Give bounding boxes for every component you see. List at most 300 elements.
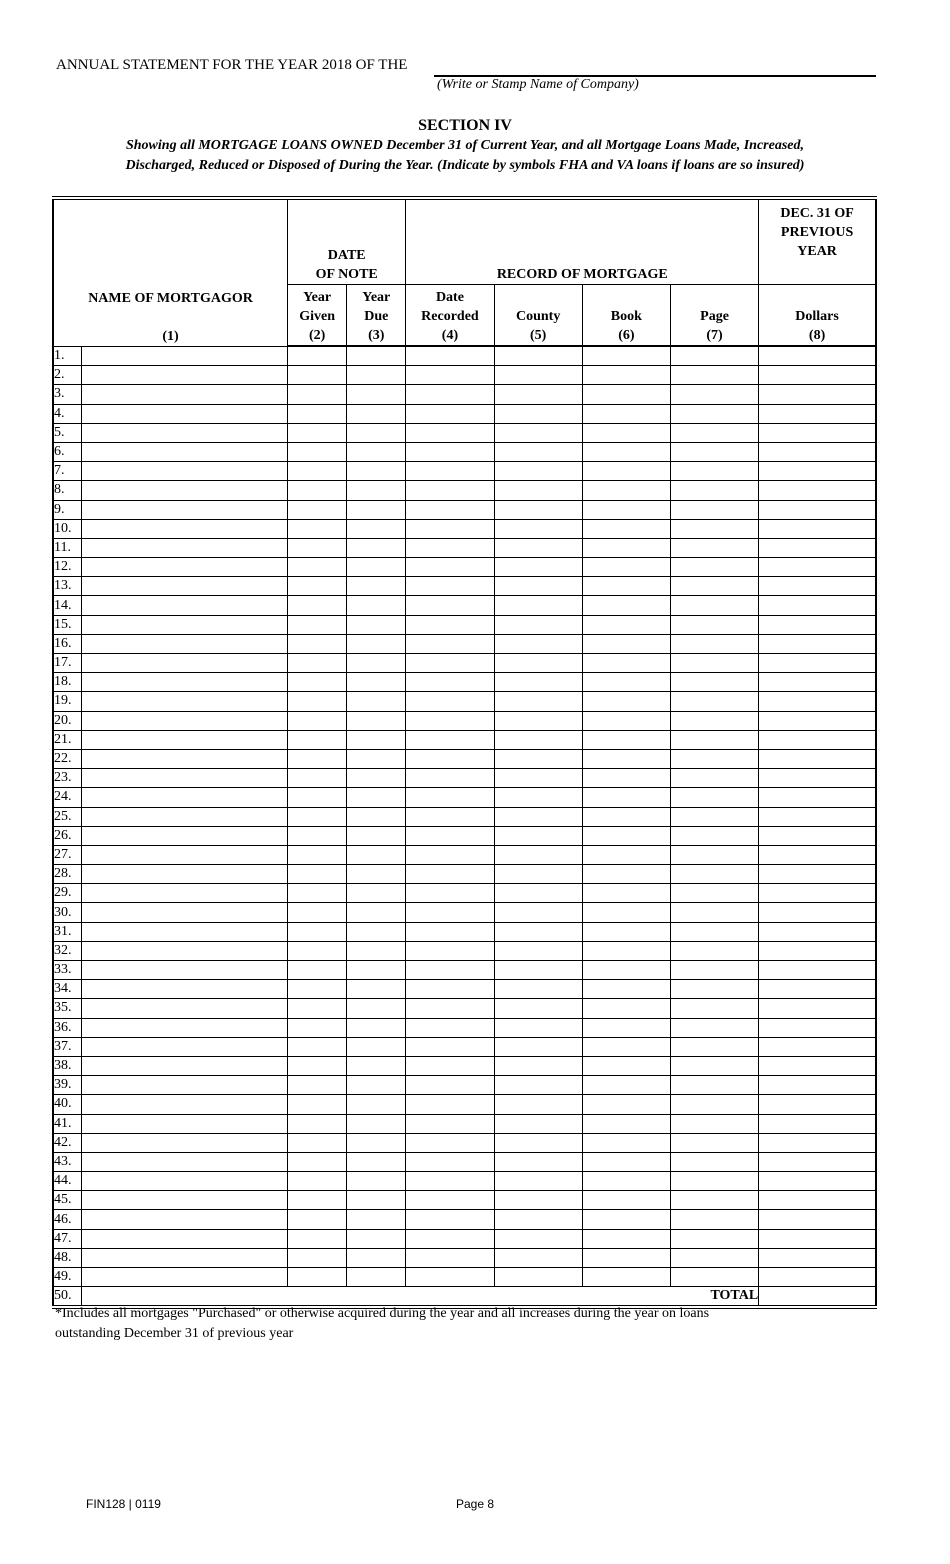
entry-cell-year-due[interactable] bbox=[347, 788, 406, 807]
entry-cell-book[interactable] bbox=[582, 462, 670, 481]
entry-cell-date-recorded[interactable] bbox=[406, 999, 494, 1018]
entry-cell-county[interactable] bbox=[494, 1018, 582, 1037]
entry-cell-name[interactable] bbox=[81, 634, 287, 653]
entry-cell-year-given[interactable] bbox=[288, 788, 347, 807]
entry-cell-year-due[interactable] bbox=[347, 1114, 406, 1133]
entry-cell-name[interactable] bbox=[81, 730, 287, 749]
entry-cell-county[interactable] bbox=[494, 692, 582, 711]
entry-cell-year-given[interactable] bbox=[288, 1210, 347, 1229]
entry-cell-year-given[interactable] bbox=[288, 769, 347, 788]
entry-cell-name[interactable] bbox=[81, 538, 287, 557]
entry-cell-date-recorded[interactable] bbox=[406, 922, 494, 941]
entry-cell-date-recorded[interactable] bbox=[406, 519, 494, 538]
entry-cell-book[interactable] bbox=[582, 922, 670, 941]
entry-cell-year-due[interactable] bbox=[347, 596, 406, 615]
entry-cell-name[interactable] bbox=[81, 596, 287, 615]
entry-cell-page[interactable] bbox=[670, 749, 758, 768]
entry-cell-county[interactable] bbox=[494, 385, 582, 404]
entry-cell-date-recorded[interactable] bbox=[406, 1210, 494, 1229]
entry-cell-page[interactable] bbox=[670, 481, 758, 500]
entry-cell-page[interactable] bbox=[670, 1076, 758, 1095]
entry-cell-page[interactable] bbox=[670, 385, 758, 404]
entry-cell-county[interactable] bbox=[494, 558, 582, 577]
entry-cell-year-due[interactable] bbox=[347, 346, 406, 366]
entry-cell-page[interactable] bbox=[670, 826, 758, 845]
entry-cell-dollars[interactable] bbox=[759, 1152, 876, 1171]
entry-cell-year-given[interactable] bbox=[288, 519, 347, 538]
entry-cell-year-given[interactable] bbox=[288, 346, 347, 366]
entry-cell-date-recorded[interactable] bbox=[406, 961, 494, 980]
entry-cell-name[interactable] bbox=[81, 980, 287, 999]
entry-cell-year-due[interactable] bbox=[347, 884, 406, 903]
entry-cell-county[interactable] bbox=[494, 865, 582, 884]
entry-cell-year-due[interactable] bbox=[347, 1172, 406, 1191]
entry-cell-year-given[interactable] bbox=[288, 1095, 347, 1114]
entry-cell-dollars[interactable] bbox=[759, 749, 876, 768]
entry-cell-name[interactable] bbox=[81, 865, 287, 884]
entry-cell-name[interactable] bbox=[81, 845, 287, 864]
entry-cell-name[interactable] bbox=[81, 922, 287, 941]
entry-cell-year-due[interactable] bbox=[347, 404, 406, 423]
entry-cell-date-recorded[interactable] bbox=[406, 615, 494, 634]
entry-cell-name[interactable] bbox=[81, 519, 287, 538]
entry-cell-county[interactable] bbox=[494, 1076, 582, 1095]
entry-cell-name[interactable] bbox=[81, 558, 287, 577]
entry-cell-county[interactable] bbox=[494, 941, 582, 960]
entry-cell-date-recorded[interactable] bbox=[406, 1018, 494, 1037]
entry-cell-page[interactable] bbox=[670, 711, 758, 730]
entry-cell-name[interactable] bbox=[81, 826, 287, 845]
entry-cell-book[interactable] bbox=[582, 749, 670, 768]
entry-cell-book[interactable] bbox=[582, 999, 670, 1018]
entry-cell-dollars[interactable] bbox=[759, 1076, 876, 1095]
entry-cell-year-due[interactable] bbox=[347, 999, 406, 1018]
entry-cell-page[interactable] bbox=[670, 538, 758, 557]
entry-cell-year-due[interactable] bbox=[347, 980, 406, 999]
entry-cell-name[interactable] bbox=[81, 1229, 287, 1248]
entry-cell-dollars[interactable] bbox=[759, 596, 876, 615]
entry-cell-page[interactable] bbox=[670, 807, 758, 826]
entry-cell-dollars[interactable] bbox=[759, 961, 876, 980]
entry-cell-book[interactable] bbox=[582, 1152, 670, 1171]
entry-cell-page[interactable] bbox=[670, 519, 758, 538]
entry-cell-dollars[interactable] bbox=[759, 385, 876, 404]
entry-cell-page[interactable] bbox=[670, 922, 758, 941]
entry-cell-year-given[interactable] bbox=[288, 711, 347, 730]
entry-cell-book[interactable] bbox=[582, 673, 670, 692]
entry-cell-date-recorded[interactable] bbox=[406, 1191, 494, 1210]
entry-cell-dollars[interactable] bbox=[759, 884, 876, 903]
entry-cell-name[interactable] bbox=[81, 1152, 287, 1171]
entry-cell-book[interactable] bbox=[582, 884, 670, 903]
entry-cell-page[interactable] bbox=[670, 1229, 758, 1248]
entry-cell-year-given[interactable] bbox=[288, 442, 347, 461]
entry-cell-book[interactable] bbox=[582, 903, 670, 922]
entry-cell-county[interactable] bbox=[494, 845, 582, 864]
entry-cell-dollars[interactable] bbox=[759, 941, 876, 960]
entry-cell-book[interactable] bbox=[582, 654, 670, 673]
entry-cell-book[interactable] bbox=[582, 1248, 670, 1267]
entry-cell-page[interactable] bbox=[670, 442, 758, 461]
entry-cell-dollars[interactable] bbox=[759, 500, 876, 519]
entry-cell-year-due[interactable] bbox=[347, 922, 406, 941]
entry-cell-year-given[interactable] bbox=[288, 1037, 347, 1056]
entry-cell-year-given[interactable] bbox=[288, 423, 347, 442]
entry-cell-name[interactable] bbox=[81, 1268, 287, 1287]
entry-cell-page[interactable] bbox=[670, 596, 758, 615]
entry-cell-dollars[interactable] bbox=[759, 481, 876, 500]
entry-cell-book[interactable] bbox=[582, 807, 670, 826]
entry-cell-date-recorded[interactable] bbox=[406, 404, 494, 423]
entry-cell-name[interactable] bbox=[81, 749, 287, 768]
entry-cell-year-given[interactable] bbox=[288, 1268, 347, 1287]
entry-cell-dollars[interactable] bbox=[759, 366, 876, 385]
entry-cell-county[interactable] bbox=[494, 922, 582, 941]
entry-cell-dollars[interactable] bbox=[759, 788, 876, 807]
entry-cell-book[interactable] bbox=[582, 558, 670, 577]
entry-cell-county[interactable] bbox=[494, 423, 582, 442]
entry-cell-name[interactable] bbox=[81, 615, 287, 634]
entry-cell-date-recorded[interactable] bbox=[406, 462, 494, 481]
entry-cell-year-given[interactable] bbox=[288, 366, 347, 385]
entry-cell-year-due[interactable] bbox=[347, 1037, 406, 1056]
entry-cell-year-given[interactable] bbox=[288, 615, 347, 634]
entry-cell-dollars[interactable] bbox=[759, 1268, 876, 1287]
entry-cell-book[interactable] bbox=[582, 500, 670, 519]
entry-cell-county[interactable] bbox=[494, 749, 582, 768]
entry-cell-page[interactable] bbox=[670, 423, 758, 442]
entry-cell-year-due[interactable] bbox=[347, 1191, 406, 1210]
entry-cell-year-due[interactable] bbox=[347, 749, 406, 768]
entry-cell-county[interactable] bbox=[494, 1210, 582, 1229]
entry-cell-page[interactable] bbox=[670, 999, 758, 1018]
entry-cell-year-due[interactable] bbox=[347, 692, 406, 711]
entry-cell-year-due[interactable] bbox=[347, 654, 406, 673]
entry-cell-year-given[interactable] bbox=[288, 577, 347, 596]
entry-cell-year-given[interactable] bbox=[288, 538, 347, 557]
entry-cell-county[interactable] bbox=[494, 615, 582, 634]
entry-cell-dollars[interactable] bbox=[759, 980, 876, 999]
entry-cell-dollars[interactable] bbox=[759, 1037, 876, 1056]
entry-cell-year-given[interactable] bbox=[288, 961, 347, 980]
entry-cell-year-due[interactable] bbox=[347, 865, 406, 884]
entry-cell-year-due[interactable] bbox=[347, 1229, 406, 1248]
entry-cell-name[interactable] bbox=[81, 1133, 287, 1152]
entry-cell-name[interactable] bbox=[81, 1191, 287, 1210]
entry-cell-year-due[interactable] bbox=[347, 500, 406, 519]
entry-cell-county[interactable] bbox=[494, 711, 582, 730]
entry-cell-name[interactable] bbox=[81, 961, 287, 980]
entry-cell-dollars[interactable] bbox=[759, 346, 876, 366]
entry-cell-page[interactable] bbox=[670, 558, 758, 577]
entry-cell-name[interactable] bbox=[81, 941, 287, 960]
entry-cell-name[interactable] bbox=[81, 1172, 287, 1191]
entry-cell-book[interactable] bbox=[582, 1268, 670, 1287]
entry-cell-name[interactable] bbox=[81, 999, 287, 1018]
entry-cell-year-given[interactable] bbox=[288, 654, 347, 673]
entry-cell-name[interactable] bbox=[81, 884, 287, 903]
entry-cell-county[interactable] bbox=[494, 730, 582, 749]
entry-cell-county[interactable] bbox=[494, 404, 582, 423]
entry-cell-county[interactable] bbox=[494, 577, 582, 596]
entry-cell-page[interactable] bbox=[670, 788, 758, 807]
entry-cell-dollars[interactable] bbox=[759, 903, 876, 922]
entry-cell-book[interactable] bbox=[582, 385, 670, 404]
entry-cell-dollars[interactable] bbox=[759, 519, 876, 538]
entry-cell-name[interactable] bbox=[81, 462, 287, 481]
entry-cell-page[interactable] bbox=[670, 673, 758, 692]
entry-cell-dollars[interactable] bbox=[759, 692, 876, 711]
entry-cell-year-given[interactable] bbox=[288, 903, 347, 922]
entry-cell-book[interactable] bbox=[582, 538, 670, 557]
entry-cell-county[interactable] bbox=[494, 1229, 582, 1248]
entry-cell-name[interactable] bbox=[81, 423, 287, 442]
entry-cell-year-due[interactable] bbox=[347, 730, 406, 749]
entry-cell-year-given[interactable] bbox=[288, 749, 347, 768]
entry-cell-year-due[interactable] bbox=[347, 903, 406, 922]
entry-cell-date-recorded[interactable] bbox=[406, 442, 494, 461]
entry-cell-year-due[interactable] bbox=[347, 1133, 406, 1152]
entry-cell-dollars[interactable] bbox=[759, 404, 876, 423]
entry-cell-dollars[interactable] bbox=[759, 730, 876, 749]
entry-cell-page[interactable] bbox=[670, 980, 758, 999]
entry-cell-county[interactable] bbox=[494, 673, 582, 692]
entry-cell-dollars[interactable] bbox=[759, 673, 876, 692]
entry-cell-date-recorded[interactable] bbox=[406, 1248, 494, 1267]
entry-cell-dollars[interactable] bbox=[759, 634, 876, 653]
entry-cell-year-due[interactable] bbox=[347, 673, 406, 692]
entry-cell-date-recorded[interactable] bbox=[406, 538, 494, 557]
entry-cell-date-recorded[interactable] bbox=[406, 1076, 494, 1095]
entry-cell-county[interactable] bbox=[494, 481, 582, 500]
entry-cell-dollars[interactable] bbox=[759, 826, 876, 845]
entry-cell-year-given[interactable] bbox=[288, 673, 347, 692]
entry-cell-book[interactable] bbox=[582, 634, 670, 653]
entry-cell-county[interactable] bbox=[494, 826, 582, 845]
entry-cell-dollars[interactable] bbox=[759, 1248, 876, 1267]
entry-cell-page[interactable] bbox=[670, 845, 758, 864]
entry-cell-book[interactable] bbox=[582, 577, 670, 596]
entry-cell-year-due[interactable] bbox=[347, 366, 406, 385]
entry-cell-date-recorded[interactable] bbox=[406, 845, 494, 864]
entry-cell-county[interactable] bbox=[494, 1191, 582, 1210]
entry-cell-county[interactable] bbox=[494, 807, 582, 826]
entry-cell-year-given[interactable] bbox=[288, 1152, 347, 1171]
entry-cell-page[interactable] bbox=[670, 1133, 758, 1152]
entry-cell-year-given[interactable] bbox=[288, 1076, 347, 1095]
entry-cell-page[interactable] bbox=[670, 1172, 758, 1191]
entry-cell-year-due[interactable] bbox=[347, 481, 406, 500]
entry-cell-date-recorded[interactable] bbox=[406, 577, 494, 596]
entry-cell-book[interactable] bbox=[582, 961, 670, 980]
entry-cell-county[interactable] bbox=[494, 500, 582, 519]
entry-cell-year-given[interactable] bbox=[288, 692, 347, 711]
entry-cell-name[interactable] bbox=[81, 577, 287, 596]
entry-cell-book[interactable] bbox=[582, 826, 670, 845]
entry-cell-year-given[interactable] bbox=[288, 865, 347, 884]
entry-cell-year-due[interactable] bbox=[347, 961, 406, 980]
entry-cell-dollars[interactable] bbox=[759, 462, 876, 481]
entry-cell-page[interactable] bbox=[670, 884, 758, 903]
entry-cell-county[interactable] bbox=[494, 346, 582, 366]
entry-cell-page[interactable] bbox=[670, 1210, 758, 1229]
entry-cell-year-due[interactable] bbox=[347, 1018, 406, 1037]
entry-cell-book[interactable] bbox=[582, 1056, 670, 1075]
entry-cell-page[interactable] bbox=[670, 1018, 758, 1037]
entry-cell-date-recorded[interactable] bbox=[406, 941, 494, 960]
entry-cell-year-due[interactable] bbox=[347, 1268, 406, 1287]
entry-cell-year-given[interactable] bbox=[288, 481, 347, 500]
entry-cell-dollars[interactable] bbox=[759, 442, 876, 461]
entry-cell-book[interactable] bbox=[582, 404, 670, 423]
entry-cell-county[interactable] bbox=[494, 1114, 582, 1133]
entry-cell-year-due[interactable] bbox=[347, 1076, 406, 1095]
entry-cell-county[interactable] bbox=[494, 999, 582, 1018]
entry-cell-dollars[interactable] bbox=[759, 1191, 876, 1210]
entry-cell-page[interactable] bbox=[670, 1152, 758, 1171]
entry-cell-page[interactable] bbox=[670, 903, 758, 922]
entry-cell-county[interactable] bbox=[494, 462, 582, 481]
entry-cell-book[interactable] bbox=[582, 1095, 670, 1114]
entry-cell-page[interactable] bbox=[670, 692, 758, 711]
entry-cell-date-recorded[interactable] bbox=[406, 481, 494, 500]
entry-cell-book[interactable] bbox=[582, 845, 670, 864]
entry-cell-county[interactable] bbox=[494, 980, 582, 999]
entry-cell-name[interactable] bbox=[81, 673, 287, 692]
entry-cell-page[interactable] bbox=[670, 961, 758, 980]
entry-cell-date-recorded[interactable] bbox=[406, 558, 494, 577]
entry-cell-date-recorded[interactable] bbox=[406, 1095, 494, 1114]
entry-cell-year-given[interactable] bbox=[288, 404, 347, 423]
entry-cell-date-recorded[interactable] bbox=[406, 711, 494, 730]
entry-cell-page[interactable] bbox=[670, 1037, 758, 1056]
entry-cell-county[interactable] bbox=[494, 1095, 582, 1114]
entry-cell-date-recorded[interactable] bbox=[406, 1268, 494, 1287]
entry-cell-year-given[interactable] bbox=[288, 941, 347, 960]
entry-cell-name[interactable] bbox=[81, 404, 287, 423]
entry-cell-year-given[interactable] bbox=[288, 922, 347, 941]
entry-cell-year-given[interactable] bbox=[288, 385, 347, 404]
entry-cell-date-recorded[interactable] bbox=[406, 884, 494, 903]
entry-cell-date-recorded[interactable] bbox=[406, 1114, 494, 1133]
entry-cell-date-recorded[interactable] bbox=[406, 730, 494, 749]
entry-cell-year-given[interactable] bbox=[288, 980, 347, 999]
entry-cell-book[interactable] bbox=[582, 730, 670, 749]
entry-cell-dollars[interactable] bbox=[759, 1229, 876, 1248]
entry-cell-county[interactable] bbox=[494, 538, 582, 557]
entry-cell-county[interactable] bbox=[494, 903, 582, 922]
entry-cell-date-recorded[interactable] bbox=[406, 634, 494, 653]
entry-cell-county[interactable] bbox=[494, 788, 582, 807]
entry-cell-name[interactable] bbox=[81, 1114, 287, 1133]
entry-cell-page[interactable] bbox=[670, 346, 758, 366]
entry-cell-book[interactable] bbox=[582, 1114, 670, 1133]
entry-cell-dollars[interactable] bbox=[759, 1133, 876, 1152]
entry-cell-date-recorded[interactable] bbox=[406, 788, 494, 807]
entry-cell-date-recorded[interactable] bbox=[406, 1056, 494, 1075]
entry-cell-book[interactable] bbox=[582, 481, 670, 500]
entry-cell-book[interactable] bbox=[582, 519, 670, 538]
entry-cell-book[interactable] bbox=[582, 1229, 670, 1248]
entry-cell-page[interactable] bbox=[670, 654, 758, 673]
entry-cell-page[interactable] bbox=[670, 865, 758, 884]
entry-cell-book[interactable] bbox=[582, 442, 670, 461]
entry-cell-county[interactable] bbox=[494, 1172, 582, 1191]
entry-cell-book[interactable] bbox=[582, 1210, 670, 1229]
entry-cell-page[interactable] bbox=[670, 1114, 758, 1133]
entry-cell-year-due[interactable] bbox=[347, 941, 406, 960]
entry-cell-date-recorded[interactable] bbox=[406, 346, 494, 366]
entry-cell-name[interactable] bbox=[81, 1076, 287, 1095]
entry-cell-year-due[interactable] bbox=[347, 845, 406, 864]
entry-cell-dollars[interactable] bbox=[759, 538, 876, 557]
entry-cell-year-due[interactable] bbox=[347, 711, 406, 730]
entry-cell-county[interactable] bbox=[494, 1248, 582, 1267]
entry-cell-county[interactable] bbox=[494, 961, 582, 980]
entry-cell-date-recorded[interactable] bbox=[406, 654, 494, 673]
entry-cell-year-given[interactable] bbox=[288, 500, 347, 519]
entry-cell-date-recorded[interactable] bbox=[406, 1037, 494, 1056]
entry-cell-year-given[interactable] bbox=[288, 1248, 347, 1267]
entry-cell-book[interactable] bbox=[582, 423, 670, 442]
entry-cell-dollars[interactable] bbox=[759, 769, 876, 788]
entry-cell-dollars[interactable] bbox=[759, 423, 876, 442]
entry-cell-year-due[interactable] bbox=[347, 1095, 406, 1114]
entry-cell-page[interactable] bbox=[670, 615, 758, 634]
entry-cell-name[interactable] bbox=[81, 366, 287, 385]
entry-cell-year-due[interactable] bbox=[347, 538, 406, 557]
entry-cell-date-recorded[interactable] bbox=[406, 500, 494, 519]
entry-cell-date-recorded[interactable] bbox=[406, 596, 494, 615]
entry-cell-date-recorded[interactable] bbox=[406, 1133, 494, 1152]
entry-cell-dollars[interactable] bbox=[759, 1172, 876, 1191]
entry-cell-page[interactable] bbox=[670, 634, 758, 653]
entry-cell-county[interactable] bbox=[494, 654, 582, 673]
entry-cell-book[interactable] bbox=[582, 1191, 670, 1210]
entry-cell-year-due[interactable] bbox=[347, 462, 406, 481]
entry-cell-name[interactable] bbox=[81, 346, 287, 366]
entry-cell-year-due[interactable] bbox=[347, 807, 406, 826]
entry-cell-year-given[interactable] bbox=[288, 807, 347, 826]
entry-cell-page[interactable] bbox=[670, 1268, 758, 1287]
entry-cell-book[interactable] bbox=[582, 366, 670, 385]
entry-cell-book[interactable] bbox=[582, 346, 670, 366]
entry-cell-year-given[interactable] bbox=[288, 1018, 347, 1037]
entry-cell-dollars[interactable] bbox=[759, 1114, 876, 1133]
entry-cell-dollars[interactable] bbox=[759, 1056, 876, 1075]
entry-cell-book[interactable] bbox=[582, 1172, 670, 1191]
entry-cell-year-given[interactable] bbox=[288, 1114, 347, 1133]
entry-cell-name[interactable] bbox=[81, 769, 287, 788]
entry-cell-page[interactable] bbox=[670, 1095, 758, 1114]
entry-cell-year-due[interactable] bbox=[347, 442, 406, 461]
entry-cell-name[interactable] bbox=[81, 500, 287, 519]
entry-cell-book[interactable] bbox=[582, 980, 670, 999]
entry-cell-dollars[interactable] bbox=[759, 615, 876, 634]
entry-cell-year-due[interactable] bbox=[347, 519, 406, 538]
entry-cell-year-given[interactable] bbox=[288, 1056, 347, 1075]
entry-cell-year-given[interactable] bbox=[288, 1172, 347, 1191]
entry-cell-book[interactable] bbox=[582, 941, 670, 960]
entry-cell-dollars[interactable] bbox=[759, 922, 876, 941]
entry-cell-county[interactable] bbox=[494, 1268, 582, 1287]
entry-cell-year-due[interactable] bbox=[347, 385, 406, 404]
entry-cell-book[interactable] bbox=[582, 788, 670, 807]
entry-cell-book[interactable] bbox=[582, 1018, 670, 1037]
entry-cell-county[interactable] bbox=[494, 769, 582, 788]
entry-cell-name[interactable] bbox=[81, 1018, 287, 1037]
entry-cell-year-given[interactable] bbox=[288, 845, 347, 864]
